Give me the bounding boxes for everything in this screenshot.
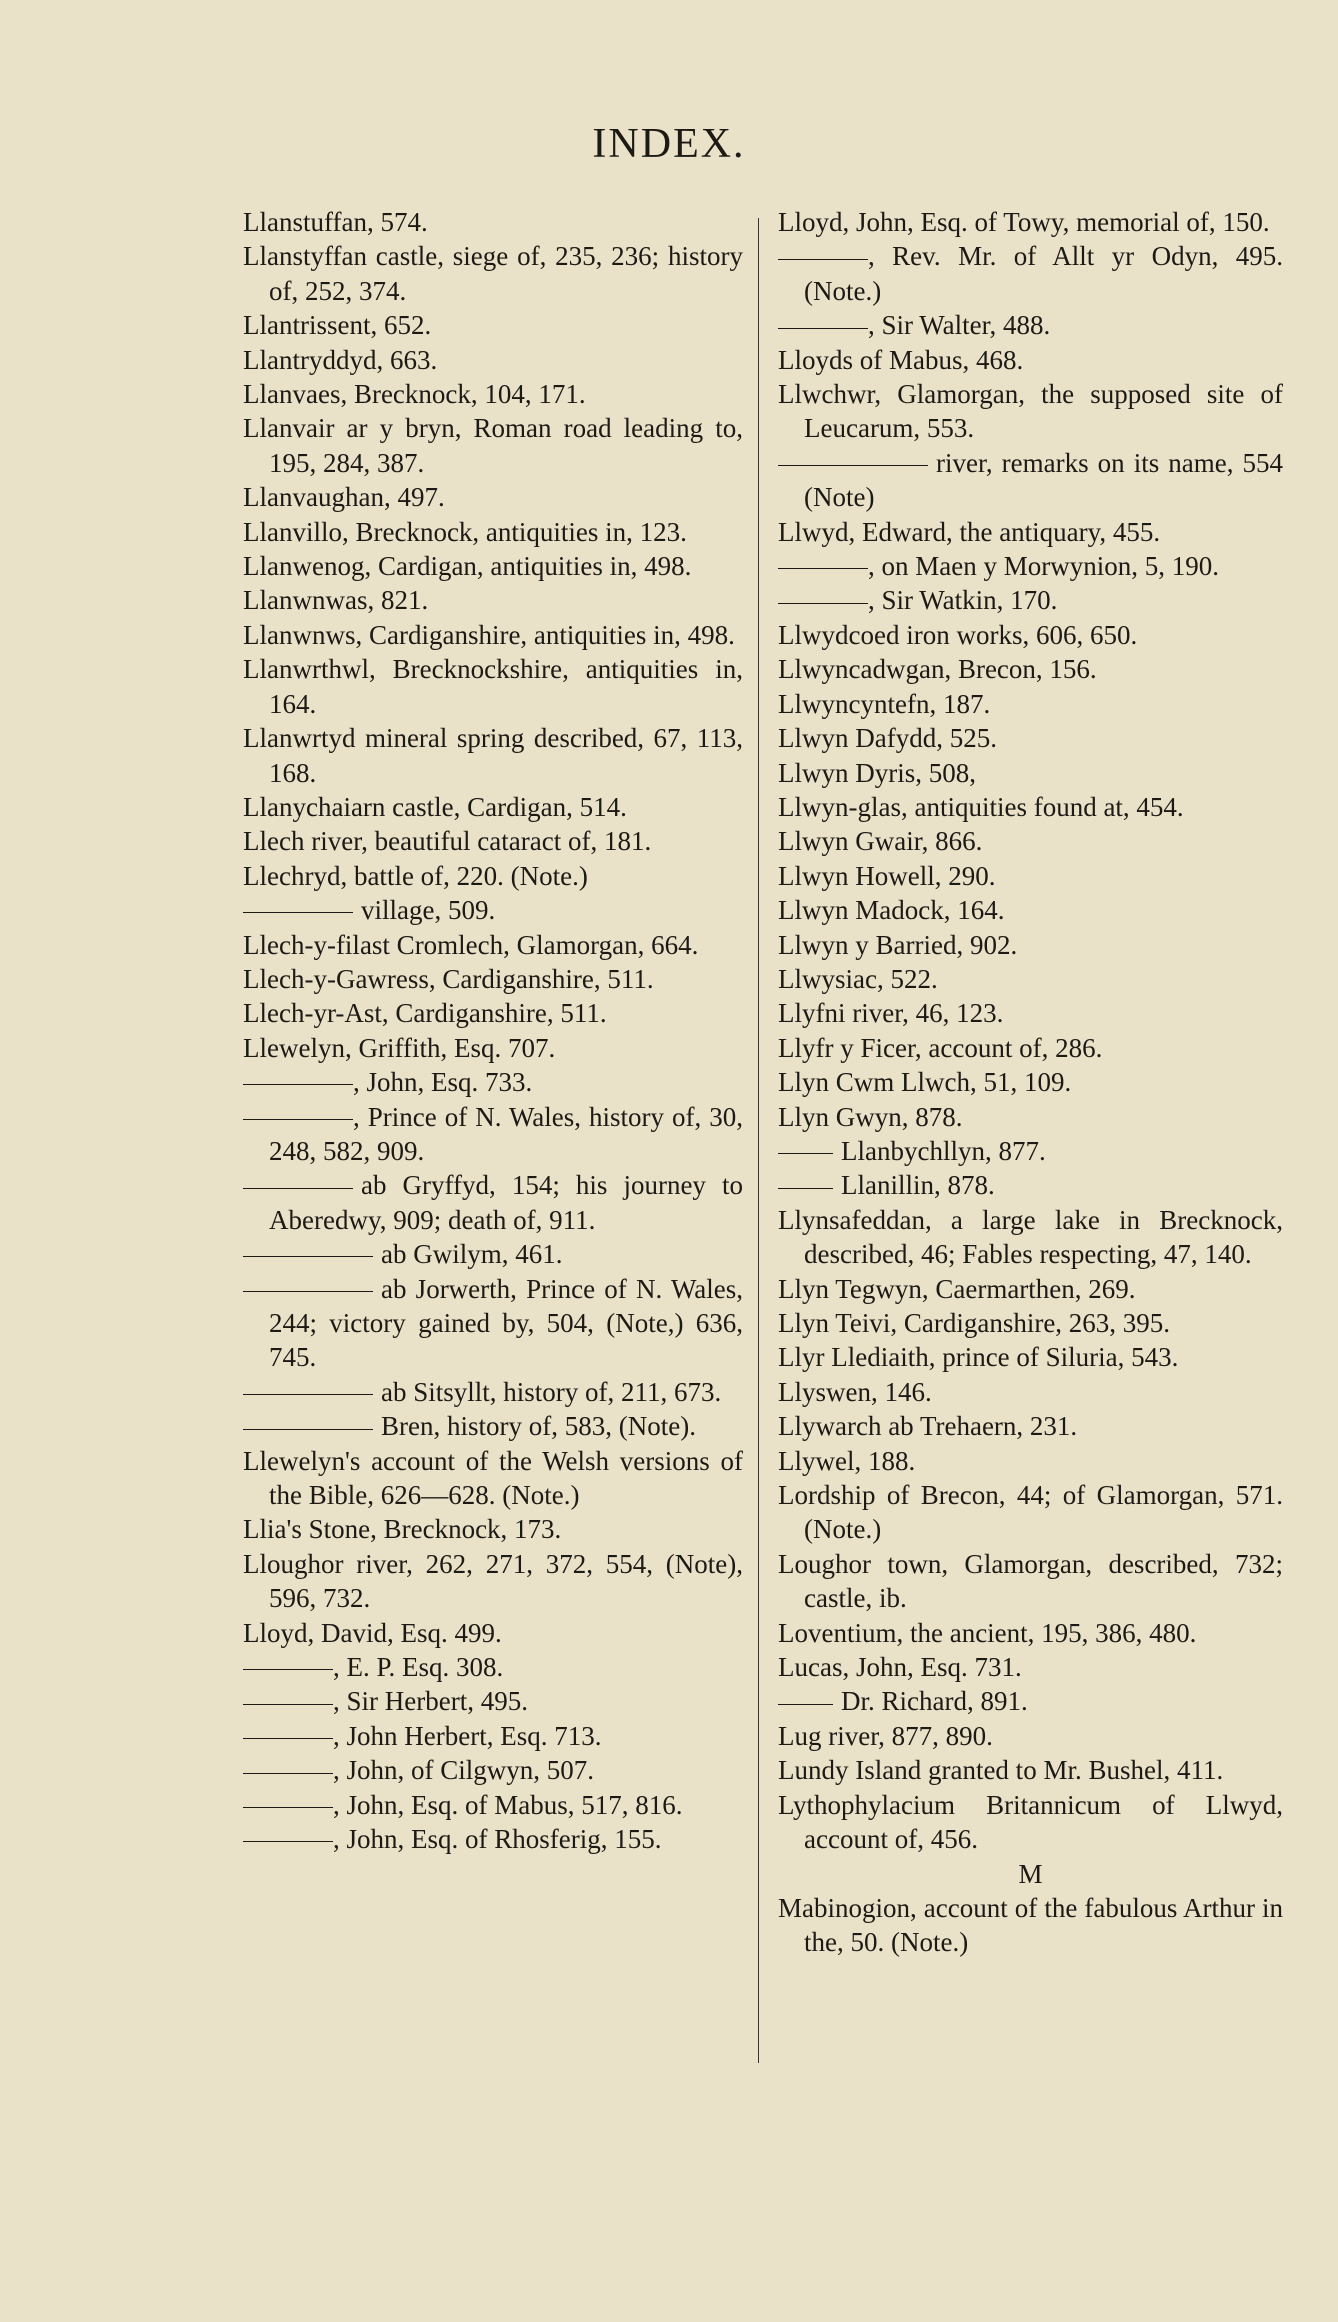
entry-text: Llyn Teivi, Cardiganshire, 263, 395. [778, 1308, 1171, 1338]
index-entry [243, 1237, 743, 1271]
entry-text: Llwyn Dyris, 508, [778, 757, 976, 788]
index-entry [243, 1650, 743, 1684]
entry-text: Llanvaes, Brecknock, 104, 171. [243, 379, 586, 410]
entry-text: Llewelyn, Griffith, Esq. 707. [243, 1032, 556, 1063]
entry-text: , Sir Watkin, 170. [868, 585, 1058, 616]
right-column [778, 205, 1283, 1960]
index-entry [243, 1100, 743, 1169]
index-entry [243, 618, 743, 652]
index-entry [243, 1031, 743, 1065]
entry-text: , John, Esq. of Rhosferig, 155. [333, 1824, 662, 1855]
entry-text: Bren, history of, 583, (Note). [381, 1411, 696, 1442]
entry-text: Llwyn Madock, 164. [778, 895, 1005, 926]
index-entry [243, 1512, 743, 1546]
ditto-dash [243, 1807, 333, 1808]
index-entry [778, 1547, 1283, 1616]
entry-text: Llyn Gwyn, 878. [778, 1101, 963, 1132]
entry-text: Mabinogion, account of the fabulous Arthur in the, 50. (Note.) [778, 1892, 1283, 1958]
ditto-dash [778, 603, 868, 604]
entry-text: Llynsafeddan, a large lake in Brecknock, described, 46; Fables respecting, 47, 140. [778, 1204, 1283, 1270]
entry-text: Lloyds of Mabus, 468. [778, 344, 1024, 375]
ditto-dash [243, 1738, 333, 1739]
ditto-dash [243, 912, 353, 913]
entry-text: Llwyn Gwair, 866. [778, 826, 983, 857]
entry-text: Llyn Cwm Llwch, 51, 109. [778, 1067, 1072, 1098]
entry-text: ab Sitsyllt, history of, 211, 673. [381, 1376, 722, 1407]
entry-text: Llech-y-Gawress, Cardiganshire, 511. [243, 963, 654, 994]
ditto-dash [778, 465, 928, 466]
entry-text: Lug river, 877, 890. [778, 1720, 993, 1751]
entry-text: , John, Esq. 733. [353, 1067, 533, 1098]
index-entry [243, 1444, 743, 1513]
index-entry [243, 377, 743, 411]
entry-text: , Rev. Mr. of Allt yr Odyn, 495. (Note.) [804, 241, 1283, 306]
index-entry [243, 721, 743, 790]
ditto-dash [778, 568, 868, 569]
index-entry [243, 1547, 743, 1616]
index-entry [778, 721, 1283, 755]
entry-text: ab Gwilym, 461. [381, 1239, 563, 1270]
index-entry [778, 1650, 1283, 1684]
entry-text: Llwyn Howell, 290. [778, 860, 996, 891]
entry-text: Llanstuffan, 574. [243, 207, 428, 237]
index-entry [778, 1203, 1283, 1272]
index-entry [243, 893, 743, 927]
column-divider [758, 218, 759, 2063]
index-entry [778, 446, 1283, 515]
page-title: INDEX. [592, 121, 746, 167]
index-entry [243, 343, 743, 377]
index-entry [778, 1409, 1283, 1443]
index-entry [243, 480, 743, 514]
index-entry [778, 652, 1283, 686]
ditto-dash [778, 1188, 833, 1189]
entry-text: Llyn Tegwyn, Caermarthen, 269. [778, 1273, 1136, 1304]
index-entry [778, 824, 1283, 858]
ditto-dash [243, 1256, 373, 1257]
entry-text: Llanbychllyn, 877. [841, 1135, 1046, 1166]
entry-text: Lloyd, David, Esq. 499. [243, 1617, 502, 1648]
index-entry [243, 790, 743, 824]
entry-text: Llywel, 188. [778, 1445, 916, 1476]
section-letter [778, 1857, 1283, 1891]
index-entry [243, 996, 743, 1030]
ditto-dash [243, 1119, 353, 1120]
index-entry [778, 1478, 1283, 1547]
entry-text: Llech-yr-Ast, Cardiganshire, 511. [243, 998, 607, 1029]
index-entry [243, 411, 743, 480]
index-entry [778, 583, 1283, 617]
ditto-dash [243, 1429, 373, 1430]
index-entry [243, 1409, 743, 1443]
entry-text: , Sir Herbert, 495. [333, 1686, 528, 1717]
entry-text: Lythophylacium Britannicum of Llwyd, account of, 456. [778, 1789, 1283, 1855]
ditto-dash [778, 328, 868, 329]
index-entry [778, 1444, 1283, 1478]
index-entry [243, 1684, 743, 1718]
index-entry [778, 1031, 1283, 1065]
entry-text: , Sir Walter, 488. [868, 310, 1051, 341]
index-entry [778, 1788, 1283, 1857]
entry-text: Llwyncyntefn, 187. [778, 688, 991, 719]
index-entry [778, 1719, 1283, 1753]
entry-text: Llanstyffan castle, siege of, 235, 236; history of, 252, 374. [243, 241, 743, 306]
index-entry [778, 377, 1283, 446]
entry-text: Llanwrthwl, Brecknockshire, antiquities in, 164. [243, 654, 743, 719]
entry-text: village, 509. [361, 895, 496, 926]
index-entry [243, 652, 743, 721]
ditto-dash [243, 1669, 333, 1670]
entry-text: Llwyd, Edward, the antiquary, 455. [778, 516, 1161, 547]
index-entry [243, 962, 743, 996]
entry-text: Lordship of Brecon, 44; of Glamorgan, 571. (Note.) [778, 1480, 1283, 1545]
index-entry [778, 1891, 1283, 1960]
index-entry [778, 308, 1283, 342]
index-entry [243, 308, 743, 342]
index-entry [243, 1616, 743, 1650]
ditto-dash [243, 1704, 333, 1705]
entry-text: Llanwnwas, 821. [243, 585, 429, 616]
left-column [243, 205, 743, 1857]
entry-text: Llech-y-filast Cromlech, Glamorgan, 664. [243, 929, 699, 960]
index-entry [778, 1340, 1283, 1374]
entry-text: Llwysiac, 522. [778, 963, 938, 994]
entry-text: , John Herbert, Esq. 713. [333, 1720, 602, 1751]
index-entry [243, 1168, 743, 1237]
index-entry [778, 1134, 1283, 1168]
ditto-dash [243, 1084, 353, 1085]
index-entry [778, 549, 1283, 583]
index-entry [778, 515, 1283, 549]
index-entry [243, 1822, 743, 1856]
index-entry [778, 687, 1283, 721]
ditto-dash [243, 1773, 333, 1774]
index-entry [778, 893, 1283, 927]
index-entry [243, 1719, 743, 1753]
entry-text: Lundy Island granted to Mr. Bushel, 411. [778, 1755, 1224, 1786]
index-entry [778, 1272, 1283, 1306]
entry-text: , John, of Cilgwyn, 507. [333, 1755, 595, 1786]
ditto-dash [778, 1153, 833, 1154]
entry-text: Llywarch ab Trehaern, 231. [778, 1411, 1078, 1442]
index-entry [778, 756, 1283, 790]
entry-text: Lloyd, John, Esq. of Towy, memorial of, 150. [778, 207, 1270, 237]
entry-text: Loventium, the ancient, 195, 386, 480. [778, 1617, 1197, 1648]
entry-text: , E. P. Esq. 308. [333, 1652, 504, 1683]
index-entry [243, 1272, 743, 1375]
index-entry [243, 1753, 743, 1787]
entry-text: Llwyncadwgan, Brecon, 156. [778, 654, 1097, 685]
entry-text: Llanwenog, Cardigan, antiquities in, 498. [243, 551, 692, 582]
entry-text: , John, Esq. of Mabus, 517, 816. [333, 1789, 683, 1820]
entry-text: Lucas, John, Esq. 731. [778, 1652, 1022, 1683]
index-entry [778, 1375, 1283, 1409]
entry-text: Llyfni river, 46, 123. [778, 998, 1004, 1029]
entry-text: ab Gryffyd, 154; his journey to Aberedwy, 909; death of, 911. [269, 1170, 743, 1235]
entry-text: Llwydcoed iron works, 606, 650. [778, 619, 1138, 650]
entry-text: Llanvaughan, 497. [243, 482, 445, 513]
index-entry [243, 928, 743, 962]
ditto-dash [243, 1188, 353, 1189]
entry-text: Llech river, beautiful cataract of, 181. [243, 826, 652, 857]
entry-text: Llantryddyd, 663. [243, 344, 438, 375]
index-entry [243, 824, 743, 858]
entry-text: Llyfr y Ficer, account of, 286. [778, 1032, 1103, 1063]
index-entry [243, 205, 743, 239]
entry-text: Llanvair ar y bryn, Roman road leading to, 195, 284, 387. [243, 413, 743, 478]
index-entry [243, 1375, 743, 1409]
entry-text: Llechryd, battle of, 220. (Note.) [243, 860, 588, 891]
entry-text: Llanwnws, Cardiganshire, antiquities in, 498. [243, 619, 735, 650]
index-entry [778, 1616, 1283, 1650]
ditto-dash [243, 1394, 373, 1395]
ditto-dash [243, 1291, 373, 1292]
entry-text: Llanillin, 878. [841, 1170, 995, 1201]
index-entry [778, 962, 1283, 996]
index-entry [243, 239, 743, 308]
entry-text: Llia's Stone, Brecknock, 173. [243, 1514, 562, 1545]
index-entry [778, 343, 1283, 377]
index-entry [243, 515, 743, 549]
entry-text: Llwyn-glas, antiquities found at, 454. [778, 791, 1184, 822]
entry-text: river, remarks on its name, 554 (Note) [804, 447, 1283, 513]
entry-text: Llyswen, 146. [778, 1376, 932, 1407]
ditto-dash [778, 1704, 833, 1705]
ditto-dash [778, 259, 868, 260]
index-entry [243, 549, 743, 583]
index-entry [243, 1788, 743, 1822]
index-entry [778, 618, 1283, 652]
index-entry [778, 1753, 1283, 1787]
index-entry [778, 239, 1283, 308]
entry-text: M [1018, 1858, 1043, 1889]
index-entry [778, 996, 1283, 1030]
entry-text: , on Maen y Morwynion, 5, 190. [868, 551, 1219, 582]
entry-text: Llwyn y Barried, 902. [778, 929, 1018, 960]
index-entry [778, 859, 1283, 893]
index-entry [243, 583, 743, 617]
entry-text: Llanwrtyd mineral spring described, 67, 113, 168. [243, 723, 743, 788]
entry-text: Dr. Richard, 891. [841, 1686, 1028, 1717]
index-entry [243, 1065, 743, 1099]
index-entry [778, 1100, 1283, 1134]
index-entry [778, 790, 1283, 824]
entry-text: Llantrissent, 652. [243, 310, 432, 341]
index-entry [778, 205, 1283, 239]
index-entry [778, 1168, 1283, 1202]
ditto-dash [243, 1841, 333, 1842]
entry-text: Llewelyn's account of the Welsh versions of the Bible, 626—628. (Note.) [243, 1445, 743, 1511]
entry-text: , Prince of N. Wales, history of, 30, 248, 582, 909. [269, 1101, 743, 1166]
entry-text: Llwchwr, Glamorgan, the supposed site of Leucarum, 553. [778, 379, 1283, 444]
entry-text: Loughor town, Glamorgan, described, 732; castle, ib. [778, 1548, 1283, 1614]
entry-text: ab Jorwerth, Prince of N. Wales, 244; victory gained by, 504, (Note,) 636, 745. [269, 1273, 743, 1373]
index-entry [778, 928, 1283, 962]
index-entry [243, 859, 743, 893]
entry-text: Llanychaiarn castle, Cardigan, 514. [243, 791, 627, 822]
entry-text: Llyr Llediaith, prince of Siluria, 543. [778, 1342, 1179, 1373]
index-entry [778, 1065, 1283, 1099]
entry-text: Lloughor river, 262, 271, 372, 554, (Note), 596, 732. [243, 1548, 743, 1614]
entry-text: Llanvillo, Brecknock, antiquities in, 123. [243, 516, 687, 547]
index-entry [778, 1306, 1283, 1340]
entry-text: Llwyn Dafydd, 525. [778, 723, 997, 754]
index-entry [778, 1684, 1283, 1718]
